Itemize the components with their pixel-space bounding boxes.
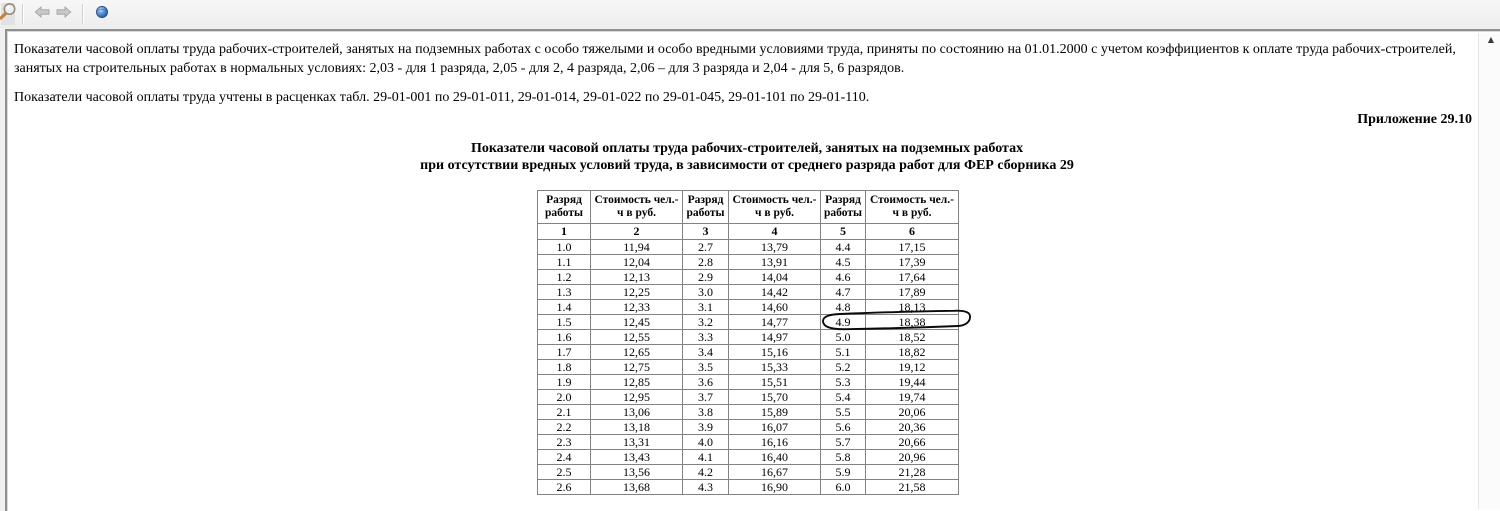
table-cell: 5.3 [821, 375, 866, 390]
toolbar-group-nav [27, 2, 79, 26]
table-cell: 13,91 [729, 255, 821, 270]
table-row [538, 285, 959, 300]
globe-icon [95, 5, 109, 24]
table-cell: 5.8 [821, 450, 866, 465]
table-cell: 12,65 [591, 345, 683, 360]
table-cell: 3.0 [683, 285, 729, 300]
table-cell: 3.8 [683, 405, 729, 420]
table-cell: 2.8 [683, 255, 729, 270]
annex-label: Приложение 29.10 [1357, 112, 1472, 127]
column-number: 2 [591, 224, 683, 240]
table-cell: 5.7 [821, 435, 866, 450]
back-button[interactable] [31, 3, 53, 25]
table-cell: 17,64 [866, 270, 959, 285]
table-row [538, 240, 959, 255]
table-cell: 4.1 [683, 450, 729, 465]
table-cell: 20,06 [866, 405, 959, 420]
table-row [538, 270, 959, 285]
table-cell: 13,18 [591, 420, 683, 435]
table-cell: 12,85 [591, 375, 683, 390]
table-cell: 13,68 [591, 480, 683, 495]
table-cell: 21,28 [866, 465, 959, 480]
table-cell: 4.0 [683, 435, 729, 450]
table-cell: 4.5 [821, 255, 866, 270]
table-cell: 15,33 [729, 360, 821, 375]
table-cell: 2.4 [538, 450, 591, 465]
forward-button[interactable] [53, 3, 75, 25]
table-row [538, 465, 959, 480]
table-cell: 14,42 [729, 285, 821, 300]
table-cell: 16,07 [729, 420, 821, 435]
table-cell: 1.2 [538, 270, 591, 285]
table-cell: 5.0 [821, 330, 866, 345]
table-row [538, 345, 959, 360]
table-cell: 12,04 [591, 255, 683, 270]
table-row [538, 435, 959, 450]
table-cell: 16,90 [729, 480, 821, 495]
table-row [538, 360, 959, 375]
table-title-line1: Показатели часовой оплаты труда рабочих-строителей, занятых на подземных работах [470, 141, 1024, 156]
table-cell: 2.6 [538, 480, 591, 495]
table-cell: 17,15 [866, 240, 959, 255]
column-number: 3 [683, 224, 729, 240]
scrollbar-up-arrow-icon[interactable]: ▲ [1487, 35, 1495, 44]
magnifier-icon [0, 1, 18, 28]
column-number-row [538, 224, 959, 240]
table-cell: 1.4 [538, 300, 591, 315]
forward-arrow-icon [56, 5, 72, 23]
table-cell: 4.4 [821, 240, 866, 255]
table-cell: 2.1 [538, 405, 591, 420]
toolbar [0, 0, 1500, 28]
table-row [538, 405, 959, 420]
table-cell: 19,74 [866, 390, 959, 405]
table-cell: 1.7 [538, 345, 591, 360]
table-header-row [538, 191, 959, 224]
table-cell: 3.1 [683, 300, 729, 315]
table-cell: 14,77 [729, 315, 821, 330]
table-cell: 5.6 [821, 420, 866, 435]
column-header: Разряд работы [821, 191, 866, 224]
table-cell: 20,36 [866, 420, 959, 435]
toolbar-group-search [0, 2, 19, 26]
table-cell: 13,31 [591, 435, 683, 450]
table-row [538, 420, 959, 435]
table-cell: 20,96 [866, 450, 959, 465]
table-cell: 2.5 [538, 465, 591, 480]
table-row [538, 300, 959, 315]
table-cell: 5.4 [821, 390, 866, 405]
table-cell: 18,52 [866, 330, 959, 345]
back-arrow-icon [34, 5, 50, 23]
table-cell: 12,95 [591, 390, 683, 405]
table-title [7, 140, 1487, 174]
rates-reference-paragraph: Показатели часовой оплаты труда учтены в расценках табл. 29-01-001 по 29-01-011, 29-01-014, 29-01-022 по 29-01-045, 29-01-101 по 29-01-110. [14, 90, 870, 105]
table-cell: 16,67 [729, 465, 821, 480]
table-cell: 4.8 [821, 300, 866, 315]
table-cell: 2.9 [683, 270, 729, 285]
table-cell: 4.3 [683, 480, 729, 495]
table-cell: 21,58 [866, 480, 959, 495]
table-cell: 20,66 [866, 435, 959, 450]
column-number: 4 [729, 224, 821, 240]
wage-rates-table [537, 190, 959, 495]
table-cell: 15,70 [729, 390, 821, 405]
table-cell: 12,55 [591, 330, 683, 345]
table-cell: 4.7 [821, 285, 866, 300]
table-cell: 15,16 [729, 345, 821, 360]
table-cell: 11,94 [591, 240, 683, 255]
table-cell: 15,51 [729, 375, 821, 390]
table-cell: 5.2 [821, 360, 866, 375]
column-header: Стоимость чел.-ч в руб. [591, 191, 683, 224]
table-cell: 12,33 [591, 300, 683, 315]
column-header: Разряд работы [683, 191, 729, 224]
table-cell: 5.1 [821, 345, 866, 360]
table-cell: 5.9 [821, 465, 866, 480]
column-number: 5 [821, 224, 866, 240]
table-cell: 12,75 [591, 360, 683, 375]
table-cell: 15,89 [729, 405, 821, 420]
table-cell: 13,43 [591, 450, 683, 465]
table-cell: 1.5 [538, 315, 591, 330]
table-cell: 4.9 [821, 315, 866, 330]
column-header: Разряд работы [538, 191, 591, 224]
table-cell: 3.6 [683, 375, 729, 390]
toolbar-separator [82, 4, 84, 24]
table-row [538, 375, 959, 390]
table-cell: 6.0 [821, 480, 866, 495]
table-row [538, 315, 959, 330]
table-cell: 13,56 [591, 465, 683, 480]
table-cell: 2.0 [538, 390, 591, 405]
table-row [538, 390, 959, 405]
table-cell: 1.1 [538, 255, 591, 270]
table-row [538, 450, 959, 465]
table-cell: 13,06 [591, 405, 683, 420]
table-cell: 2.7 [683, 240, 729, 255]
table-cell: 1.6 [538, 330, 591, 345]
table-cell: 3.3 [683, 330, 729, 345]
table-cell: 14,04 [729, 270, 821, 285]
table-cell: 1.0 [538, 240, 591, 255]
table-cell: 18,13 [866, 300, 959, 315]
table-cell: 16,40 [729, 450, 821, 465]
column-header: Стоимость чел.-ч в руб. [866, 191, 959, 224]
table-title-line2: при отсутствии вредных условий труда, в зависимости от среднего разряда работ для ФЕР сборника 29 [420, 158, 1074, 173]
table-cell: 1.3 [538, 285, 591, 300]
column-number: 1 [538, 224, 591, 240]
table-cell: 3.9 [683, 420, 729, 435]
table-cell: 4.6 [821, 270, 866, 285]
column-number: 6 [866, 224, 959, 240]
table-cell: 2.2 [538, 420, 591, 435]
table-cell: 3.5 [683, 360, 729, 375]
table-cell: 18,38 [866, 315, 959, 330]
table-cell: 2.3 [538, 435, 591, 450]
wage-table-body [538, 191, 959, 495]
home-button[interactable] [91, 3, 113, 25]
table-cell: 3.7 [683, 390, 729, 405]
table-cell: 5.5 [821, 405, 866, 420]
table-cell: 3.4 [683, 345, 729, 360]
table-cell: 12,45 [591, 315, 683, 330]
column-header: Стоимость чел.-ч в руб. [729, 191, 821, 224]
table-cell: 3.2 [683, 315, 729, 330]
scrollbar[interactable] [1478, 33, 1500, 509]
table-cell: 17,89 [866, 285, 959, 300]
table-cell: 13,79 [729, 240, 821, 255]
table-row [538, 480, 959, 495]
table-cell: 1.8 [538, 360, 591, 375]
table-cell: 1.9 [538, 375, 591, 390]
magnifier-button[interactable] [1, 3, 15, 25]
table-cell: 16,16 [729, 435, 821, 450]
table-cell: 4.2 [683, 465, 729, 480]
table-cell: 18,82 [866, 345, 959, 360]
table-cell: 19,12 [866, 360, 959, 375]
table-cell: 12,25 [591, 285, 683, 300]
table-cell: 14,97 [729, 330, 821, 345]
table-cell: 14,60 [729, 300, 821, 315]
table-row [538, 255, 959, 270]
intro-paragraph: Показатели часовой оплаты труда рабочих-строителей, занятых на подземных работах с особо тяжелыми и особо вредными условиями труда, приняты по состоянию на 01.01.2000 с учетом коэффициентов к оплате труда рабочих-строителей, занятых на строительных работах в нормальных условиях: 2,03 - для 1 разряда, 2,05 - для 2, 4 разряда, 2,06 – для 3 разряда и 2,04 - для 5, 6 разрядов. [14, 42, 1456, 76]
table-cell: 17,39 [866, 255, 959, 270]
table-cell: 12,13 [591, 270, 683, 285]
table-row [538, 330, 959, 345]
content-pane [5, 29, 1500, 511]
toolbar-separator [22, 4, 24, 24]
toolbar-group-home [87, 2, 117, 26]
table-cell: 19,44 [866, 375, 959, 390]
